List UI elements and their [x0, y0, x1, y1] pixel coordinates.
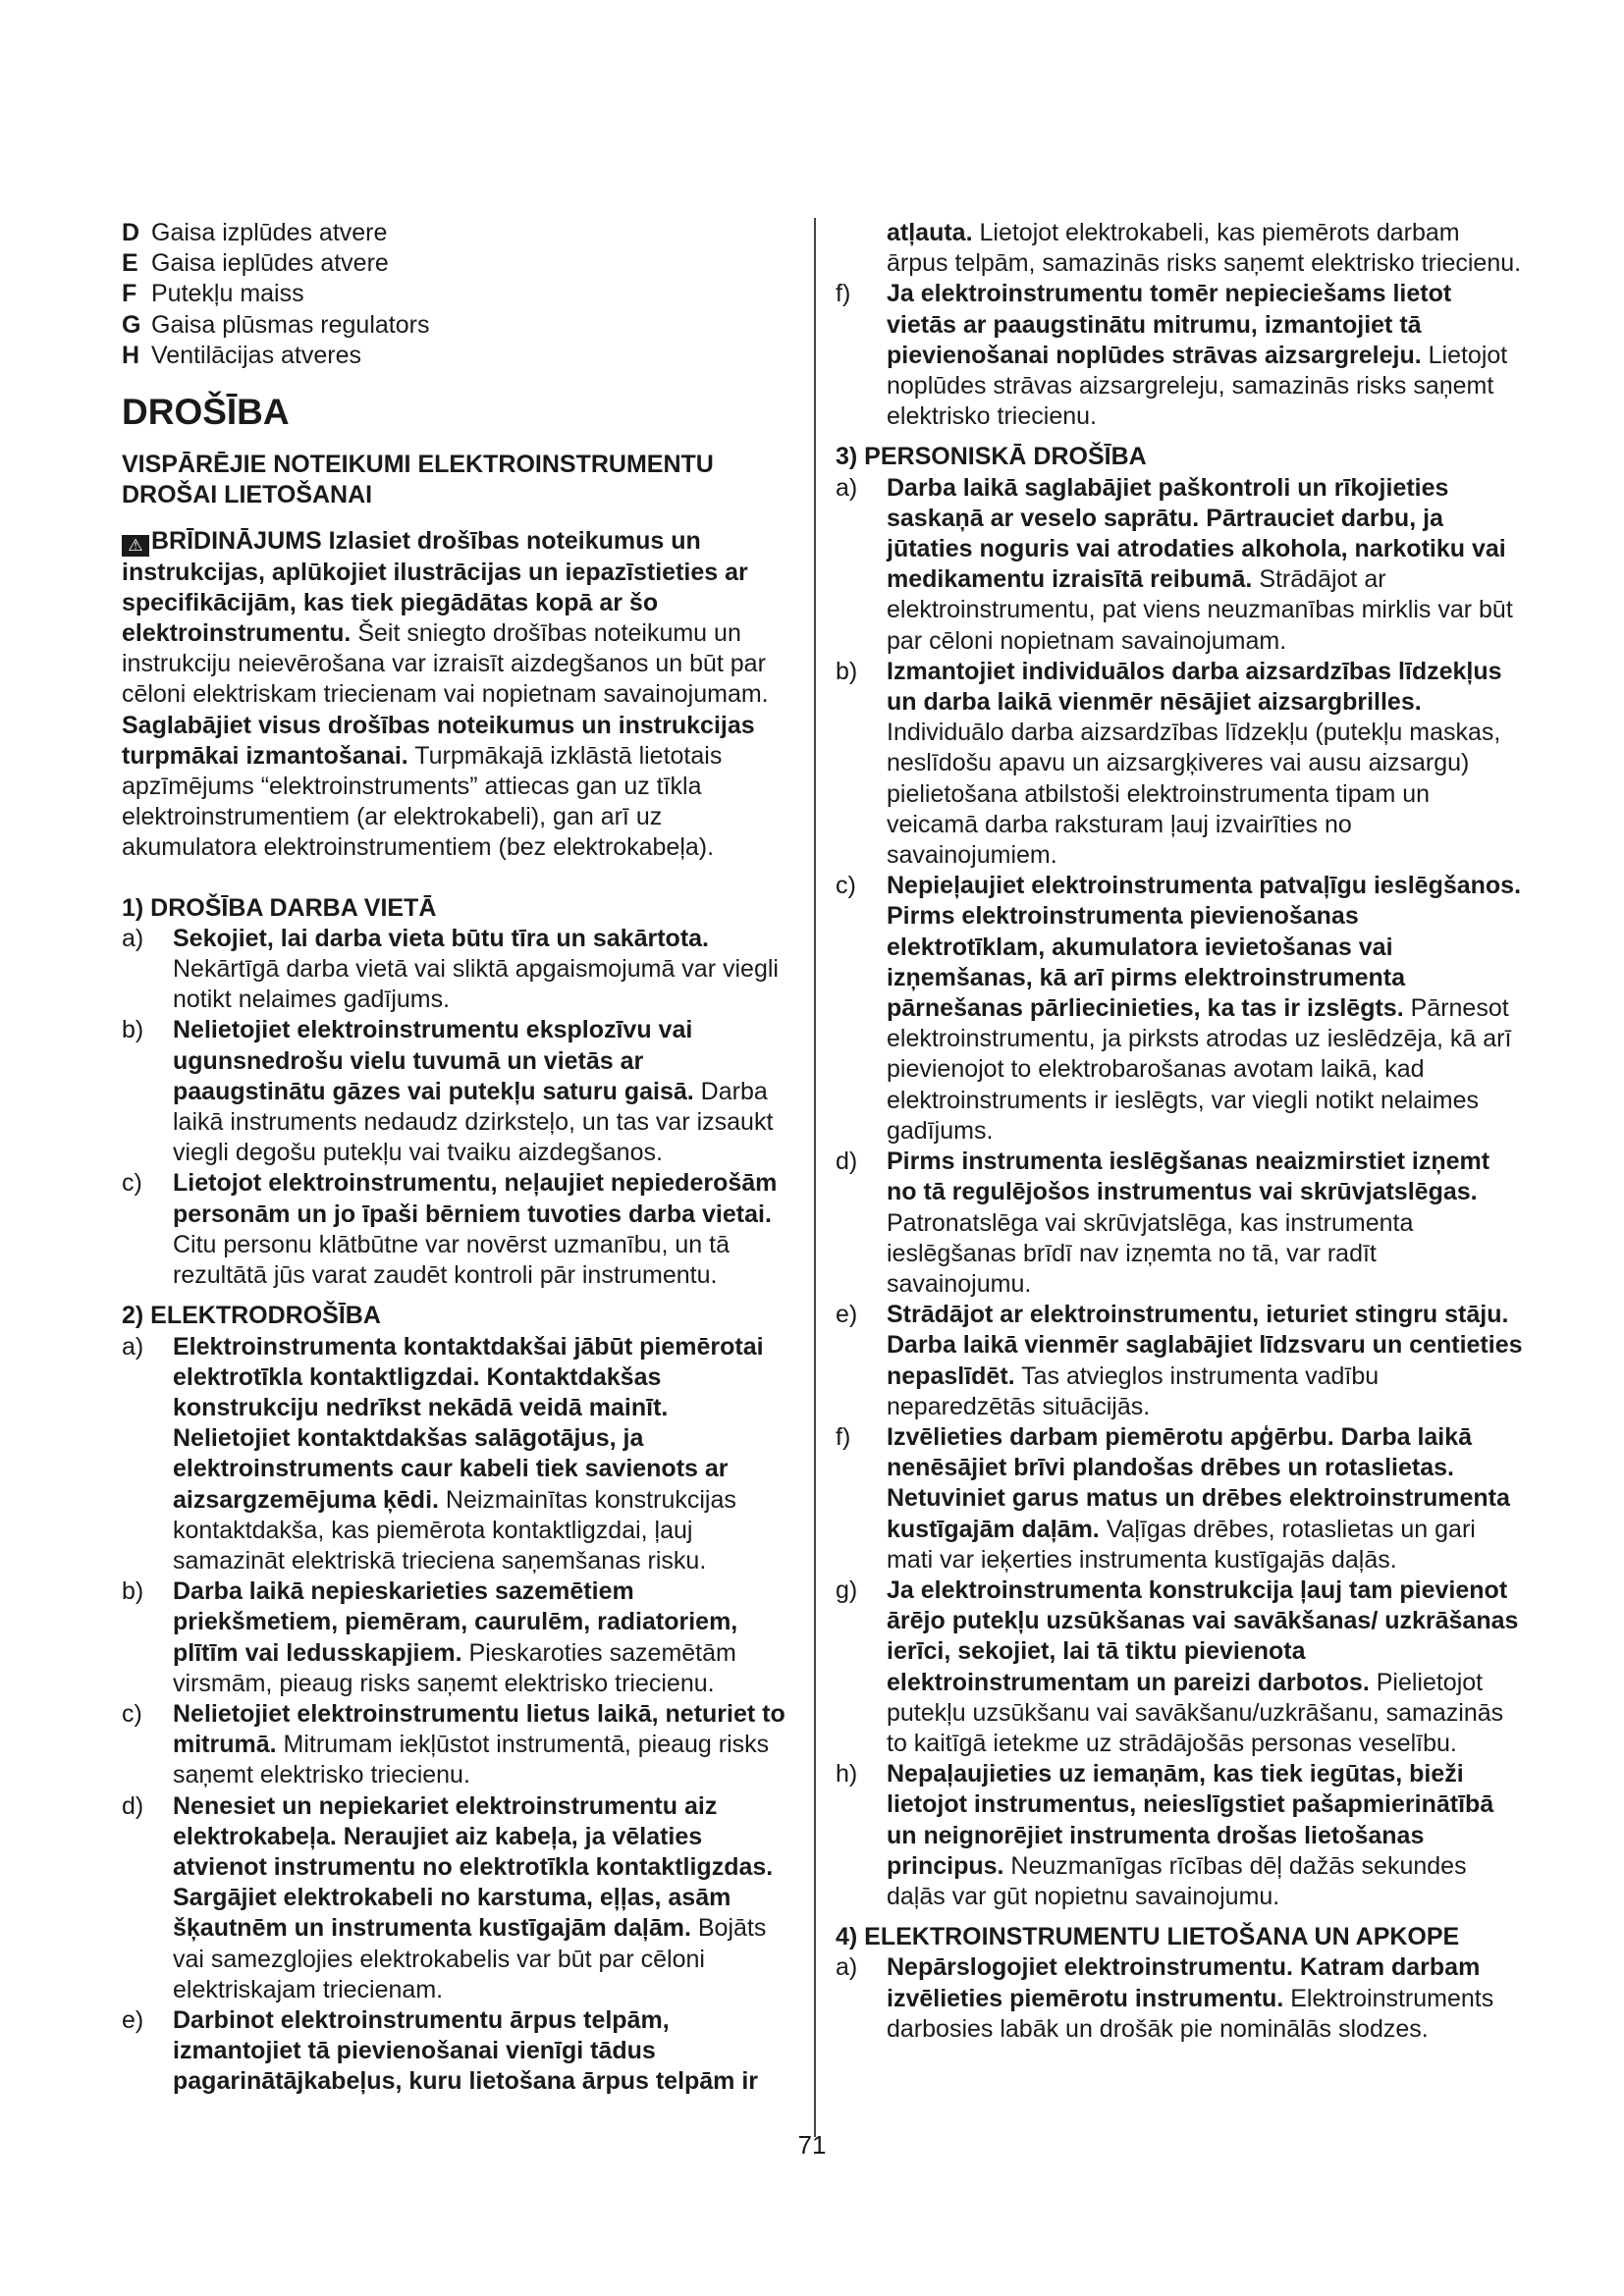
list-item-continuation: atļauta. Lietojot elektrokabeli, kas piemērots darbam ārpus telpām, samazinās risks saņemt elektrisko triecienu. — [887, 219, 1522, 278]
group-heading-work-area: 1) DROŠĪBA DARBA VIETĀ — [122, 893, 437, 922]
warning-triangle-icon: ⚠ — [122, 535, 149, 557]
list-item: a) Darba laikā saglabājiet paškontroli un rīkojieties saskaņā ar veselo saprātu. Pārtrauciet darbu, ja jūtaties noguris vai atrodaties alkohola, narkotiku vai medikamentu izraisītā reibumā. Strādājot ar elektroinstrumentu, pat viens neuzmanības mirklis var būt par cēloni nopietnam savainojumam. — [836, 473, 1513, 655]
list-item: a) Sekojiet, lai darba vieta būtu tīra un sakārtota. Nekārtīgā darba vietā vai sliktā apgaismojumā var viegli notikt nelaimes gadījums. — [122, 924, 779, 1014]
list-item: c) Lietojot elektroinstrumentu, neļaujiet nepiederošām personām un jo īpaši bērniem tuvoties darba vietai. Citu personu klātbūtne var novērst uzmanību, un tā rezultātā jūs varat zaudēt kontroli pār instrumentu. — [122, 1169, 778, 1290]
list-item: c) Nelietojiet elektroinstrumentu lietus laikā, neturiet to mitrumā. Mitrumam iekļūstot instrumentā, pieaug risks saņemt elektrisko triecienu. — [122, 1699, 785, 1789]
group-heading-personal: 3) PERSONISKĀ DROŠĪBA — [836, 443, 1147, 471]
list-item: b) Izmantojiet individuālos darba aizsardzības līdzekļus un darba laikā vienmēr nēsājiet aizsargbrilles. Individuālo darba aizsardzības līdzekļu (putekļu maskas, neslīdošu apavu un aizsargķiveres vai ausu aizsargu) pielietošana atbilstoši elektroinstrumenta tipam un veicamā darba raksturam ļauj izvairīties no savainojumiem. — [836, 657, 1502, 870]
list-item: a) Elektroinstrumenta kontaktdakšai jābūt piemērotai elektrotīkla kontaktligzdai. Kontaktdakšas konstrukciju nedrīkst nekādā veidā mainīt. Nelietojiet kontaktdakšas salāgotājus, ja elektroinstruments caur kabeli tiek savienots ar aizsargzemējuma ķēdi. Neizmainītas konstrukcijas kontaktdakša, kas piemērota kontaktligzdai, ļauj samazināt elektriskā trieciena saņemšanas risku. — [122, 1332, 764, 1575]
component-legend — [122, 218, 791, 371]
legend-row-d: D Gaisa izplūdes atvere — [122, 219, 388, 246]
list-item: d) Pirms instrumenta ieslēgšanas neaizmirstiet izņemt no tā regulējošos instrumentus vai skrūvjatslēgas. Patronatslēga vai skrūvjatslēga, kas instrumenta ieslēgšanas brīdī nav izņemta no tā, var radīt savainojumu. — [836, 1148, 1490, 1298]
list-item: f) Ja elektroinstrumentu tomēr nepieciešams lietot vietās ar paaugstinātu mitrumu, izmantojiet tā pievienošanai noplūdes strāvas aizsargreleju. Lietojot noplūdes strāvas aizsargreleju, samazinās risks saņemt elektrisko triecienu. — [836, 280, 1508, 431]
subsection-title: VISPĀRĒJIE NOTEIKUMI ELEKTROINSTRUMENTU DROŠAI LIETOŠANAI — [122, 451, 714, 509]
legend-row-h: H Ventilācijas atveres — [122, 341, 362, 369]
list-item: d) Nenesiet un nepiekariet elektroinstrumentu aiz elektrokabeļa. Neraujiet aiz kabeļa, ja vēlaties atvienot instrumentu no elektrotīkla kontaktligzdas. Sargājiet elektrokabeli no karstuma, eļļas, asām šķautnēm un instrumenta kustīgajām daļām. Bojāts vai samezglojies elektrokabelis var būt par cēloni elektriskajam triecienam. — [122, 1791, 774, 2003]
list-item: c) Nepieļaujiet elektroinstrumenta patvaļīgu ieslēgšanos. Pirms elektroinstrumenta pievienošanas elektrotīklam, akumulatora ievietošanas vai izņemšanas, kā arī pirms elektroinstrumenta pārnešanas pārliecinieties, ka tas ir izslēgts. Pārnesot elektroinstrumentu, ja pirksts atrodas uz ieslēdzēja, kā arī pievienojot to elektrobarošanas avotam laikā, kad elektroinstruments ir ieslēgts, var viegli notikt nelaimes gadījums. — [836, 872, 1522, 1145]
list-item: a) Nepārslogojiet elektroinstrumentu. Katram darbam izvēlieties piemērotu instrumentu. Elektroinstruments darbosies labāk un drošāk pie nominālās slodzes. — [836, 1953, 1494, 2043]
column-divider — [814, 218, 816, 2137]
list-item: e) Strādājot ar elektroinstrumentu, ieturiet stingru stāju. Darba laikā vienmēr saglabājiet līdzsvaru un centieties nepaslīdēt. Tas atvieglos instrumenta vadību neparedzētās situācijās. — [836, 1301, 1523, 1420]
group-heading-electrical: 2) ELEKTRODROŠĪBA — [122, 1302, 381, 1330]
warning-block: ⚠ BRĪDINĀJUMS Izlasiet drošības noteikumus un instrukcijas, aplūkojiet ilustrācijas un iepazīstieties ar specifikācijām, kas tiek piegādātas kopā ar šo elektroinstrumentu. Šeit sniegto drošības noteikumu un instrukciju neievērošana var izraisīt aizdegšanos un būt par cēloni elektriskam triecienam vai nopietnam savainojumam. Saglabājiet visus drošības noteikumus un instrukcijas turpmākai izmantošanai. Turpmākajā izklāstā lietotais apzīmējums “elektroinstruments” attiecas gan uz tīkla elektroinstrumentiem (ar elektrokabeli), gan arī uz akumulatora elektroinstrumentiem (bez elektrokabeļa). — [122, 527, 769, 862]
right-column — [836, 218, 1523, 2045]
group-heading-tool-use: 4) ELEKTROINSTRUMENTU LIETOŠANA UN APKOPE — [836, 1923, 1460, 1951]
legend-row-e: E Gaisa ieplūdes atvere — [122, 249, 389, 278]
list-item: g) Ja elektroinstrumenta konstrukcija ļauj tam pievienot ārējo putekļu uzsūkšanas vai savākšanas/ uzkrāšanas ierīci, sekojiet, lai tā tiktu pievienota elektroinstrumentam un pareizi darbotos. Pielietojot putekļu uzsūkšanu vai savākšanu/uzkrāšanu, samazinās to kaitīgā ietekme uz strādājošās personas veselību. — [836, 1575, 1519, 1757]
list-item: f) Izvēlieties darbam piemērotu apģērbu. Darba laikā nenēsājiet brīvi plandošas drēbes un rotaslietas. Netuviniet garus matus un drēbes elektroinstrumenta kustīgajām daļām. Vaļīgas drēbes, rotaslietas un gari mati var ieķerties instrumenta kustīgajās daļās. — [836, 1422, 1510, 1574]
list-item: b) Darba laikā nepieskarieties sazemētiem priekšmetiem, piemēram, caurulēm, radiatoriem, plītīm vai ledusskapjiem. Pieskaroties sazemētām virsmām, pieaug risks saņemt elektrisko triecienu. — [122, 1577, 738, 1697]
left-column — [122, 218, 791, 2098]
legend-row-g: G Gaisa plūsmas regulators — [122, 310, 430, 339]
list-item: h) Nepaļaujieties uz iemaņām, kas tiek iegūtas, bieži lietojot instrumentus, neieslīgstiet pašapmierinātībā un neignorējiet instrumenta drošas lietošanas principus. Neuzmanīgas rīcības dēļ dažās sekundes daļās var gūt nopietnu savainojumu. — [836, 1760, 1494, 1910]
list-item: b) Nelietojiet elektroinstrumentu eksplozīvu vai ugunsnedrošu vielu tuvumā un vietās ar paaugstinātu gāzes vai putekļu saturu gaisā. Darba laikā instruments nedaudz dzirksteļo, un tas var izsaukt viegli degošu putekļu vai tvaiku aizdegšanos. — [122, 1016, 774, 1167]
section-title: DROŠĪBA — [122, 392, 290, 433]
legend-row-f: F Putekļu maiss — [122, 280, 304, 308]
list-item: e) Darbinot elektroinstrumentu ārpus telpām, izmantojiet tā pievienošanai vienīgi tādus pagarinātājkabeļus, kuru lietošana ārpus telpām ir — [122, 2005, 759, 2096]
page-number: 71 — [797, 2130, 827, 2160]
